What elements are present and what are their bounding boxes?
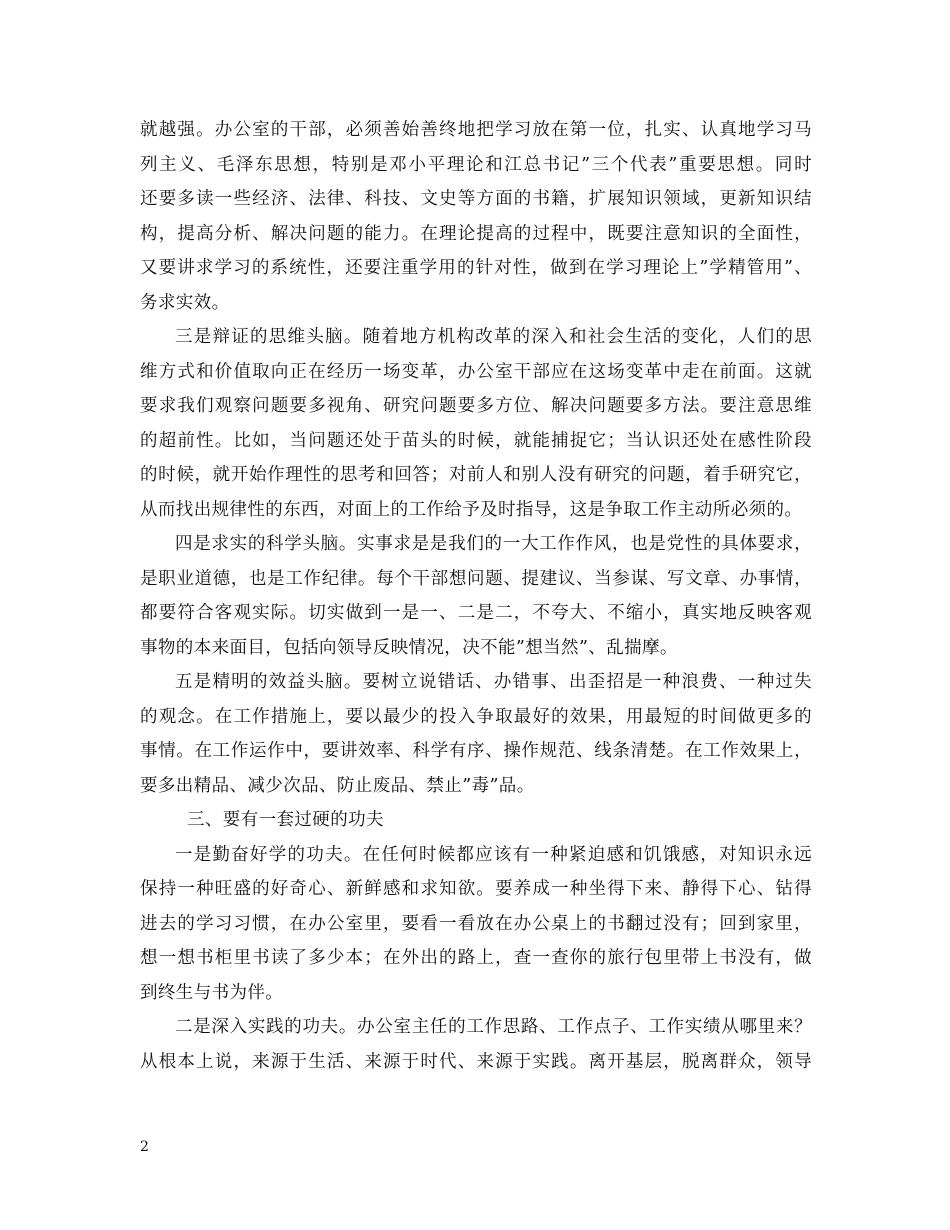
- paragraph: [140, 665, 812, 803]
- paragraph: [140, 320, 812, 527]
- text-line: 从根本上说，来源于生活、来源于时代、来源于实践。离开基层，脱离群众，领导: [140, 1051, 812, 1072]
- page-number: 2: [140, 1139, 149, 1155]
- text-line: 的超前性。比如，当问题还处于苗头的时候，就能捕捉它；当认识还处在感性阶段: [140, 430, 812, 451]
- text-line: 保持一种旺盛的好奇心、新鲜感和求知欲。要养成一种坐得下来、静得下心、钻得: [140, 879, 812, 899]
- text-line: 要多出精品、减少次品、防止废品、禁止”毒”品。: [140, 775, 535, 796]
- text-line: 就越强。办公室的干部，必须善始善终地把学习放在第一位，扎实、认真地学习马: [140, 120, 812, 140]
- text-line: 事情。在工作运作中，要讲效率、科学有序、操作规范、线条清楚。在工作效果上，: [140, 741, 812, 761]
- text-line: 二是深入实践的功夫。办公室主任的工作思路、工作点子、工作实绩从哪里来？: [175, 1017, 812, 1037]
- text-line: 进去的学习习惯，在办公室里，要看一看放在办公桌上的书翻过没有；回到家里，: [140, 913, 812, 934]
- text-line: 是职业道德，也是工作纪律。每个干部想问题、提建议、当参谋、写文章、办事情，: [140, 568, 812, 589]
- text-line: 四是求实的科学头脑。实事求是是我们的一大工作作风，也是党性的具体要求，: [175, 534, 812, 554]
- text-line: 要求我们观察问题要多视角、研究问题要多方位、解决问题要多方法。要注意思维: [140, 396, 812, 416]
- section-heading: [140, 803, 812, 838]
- text-line: 的观念。在工作措施上，要以最少的投入争取最好的效果，用最短的时间做更多的: [140, 706, 812, 727]
- text-line: 的时候，就开始作理性的思考和回答；对前人和别人没有研究的问题，着手研究它，: [140, 465, 812, 485]
- paragraph: [140, 113, 812, 320]
- text-line: 一是勤奋好学的功夫。在任何时候都应该有一种紧迫感和饥饿感，对知识永远: [175, 844, 812, 865]
- text-line: 五是精明的效益头脑。要树立说错话、办错事、出歪招是一种浪费、一种过失: [175, 672, 812, 692]
- text-line: 列主义、毛泽东思想，特别是邓小平理论和江总书记”三个代表”重要思想。同时: [140, 154, 812, 175]
- text-line: 维方式和价值取向正在经历一场变革，办公室干部应在这场变革中走在前面。这就: [140, 361, 812, 382]
- text-line: 三是辩证的思维头脑。随着地方机构改革的深入和社会生活的变化，人们的思: [175, 327, 812, 347]
- text-line: 到终生与书为伴。: [140, 982, 284, 1003]
- text-line: 务求实效。: [140, 292, 230, 313]
- text-line: 还要多读一些经济、法律、科技、文史等方面的书籍，扩展知识领域，更新知识结: [140, 189, 812, 209]
- text-line: 事物的本来面目，包括向领导反映情况，决不能”想当然”、乱揣摩。: [140, 637, 678, 658]
- heading-text: 三、要有一套过硬的功夫: [187, 810, 384, 830]
- text-line: 都要符合客观实际。切实做到一是一、二是二，不夸大、不缩小，真实地反映客观: [140, 603, 812, 623]
- paragraph: [140, 838, 812, 1011]
- text-line: 想一想书柜里书读了多少本；在外出的路上，查一查你的旅行包里带上书没有，做: [140, 948, 812, 968]
- text-line: 构，提高分析、解决问题的能力。在理论提高的过程中，既要注意知识的全面性，: [140, 223, 812, 244]
- paragraph: [140, 1010, 812, 1079]
- body-text: [140, 113, 812, 1079]
- text-line: 又要讲求学习的系统性，还要注重学用的针对性，做到在学习理论上”学精管用”、: [140, 258, 812, 278]
- text-line: 从而找出规律性的东西，对面上的工作给予及时指导，这是争取工作主动所必须的。: [140, 499, 803, 520]
- paragraph: [140, 527, 812, 665]
